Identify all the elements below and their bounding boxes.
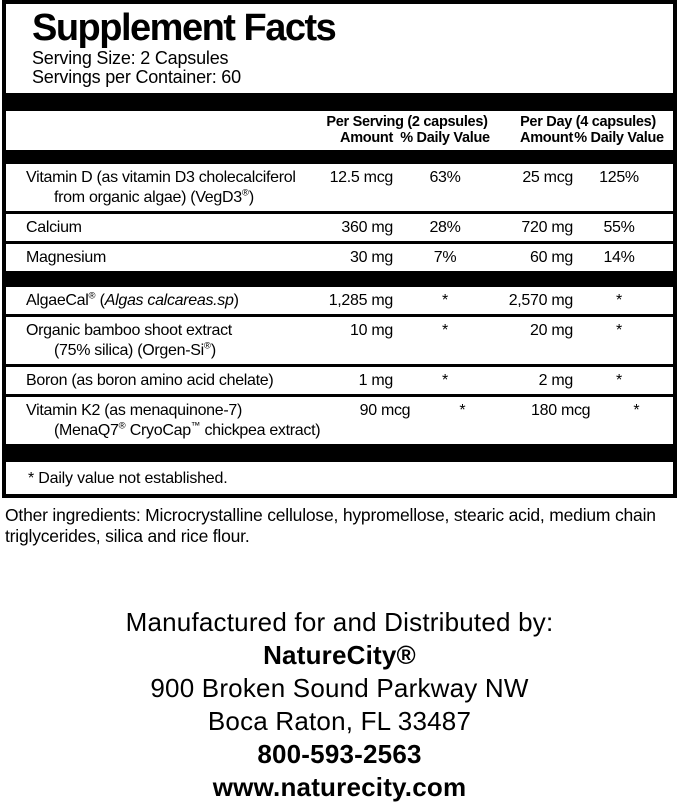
daily-value-per-day: *	[616, 372, 622, 389]
daily-value-per-day: *	[633, 402, 640, 419]
daily-value-per-day: 55%	[603, 219, 635, 236]
brand-name: NatureCity®	[263, 640, 416, 670]
ingredient-name: Magnesium	[26, 249, 107, 266]
daily-value-per-serving: *	[442, 292, 448, 309]
other-ingredients-text: Other ingredients: Microcrystalline cellulose, hypromellose, stearic acid, medium chain triglycerides, silica and rice flour.	[5, 505, 656, 546]
other-nutrients-table	[6, 287, 673, 444]
daily-value-per-serving: 63%	[429, 169, 461, 186]
amount-per-day: 720 mg	[521, 219, 573, 236]
amount-per-day: 180 mcg	[531, 402, 591, 419]
main-nutrients-table	[6, 164, 673, 271]
daily-value-per-day: 125%	[599, 169, 639, 186]
ingredient-name: Calcium	[26, 219, 82, 236]
phone-number: 800-593-2563	[257, 739, 422, 769]
daily-value-per-serving: 28%	[429, 219, 461, 236]
distributor-block	[0, 606, 679, 804]
column-headers	[6, 111, 673, 150]
supplement-facts-panel	[2, 0, 677, 498]
ingredient-row	[6, 314, 673, 364]
amount-per-day: 2,570 mg	[508, 292, 573, 309]
ingredient-row	[6, 241, 673, 271]
amount-per-serving: 1 mg	[358, 372, 393, 389]
amount-per-day: 2 mg	[538, 372, 573, 389]
ingredient-name: Organic bamboo shoot extract (75% silica) (Orgen-Si®)	[26, 322, 232, 359]
daily-value-per-day: *	[616, 322, 622, 339]
servings-per-container: Servings per Container: 60	[32, 67, 241, 87]
amount-per-day: 20 mg	[530, 322, 573, 339]
per-serving-group-header: Per Serving (2 capsules)	[326, 114, 488, 130]
daily-value-per-serving: *	[459, 402, 466, 419]
amount-per-day: 25 mcg	[522, 169, 573, 186]
distributor-heading: Manufactured for and Distributed by:	[125, 607, 554, 637]
website-url: www.naturecity.com	[212, 772, 467, 802]
amount-per-serving: 90 mcg	[359, 402, 411, 419]
ingredient-name: AlgaeCal® (Algas calcareas.sp)	[26, 290, 239, 309]
amount-per-serving: 12.5 mcg	[329, 169, 393, 186]
daily-value-footnote: * Daily value not established.	[28, 470, 228, 487]
daily-value-per-serving: *	[442, 372, 448, 389]
separator-bar-middle	[6, 271, 673, 287]
ingredient-name: Boron (as boron amino acid chelate)	[26, 372, 274, 389]
daily-value-per-day: *	[616, 292, 622, 309]
ingredient-row	[6, 394, 673, 444]
panel-header	[6, 4, 673, 93]
ingredient-row	[6, 211, 673, 241]
ingredient-name: Vitamin K2 (as menaquinone-7) (MenaQ7® CryoCap™ chickpea extract)	[26, 402, 321, 439]
panel-title: Supplement Facts	[32, 7, 336, 49]
separator-bar-bottom	[6, 444, 673, 462]
amount-per-serving: 30 mg	[350, 249, 393, 266]
ingredient-name: Vitamin D (as vitamin D3 cholecalciferol from organic algae) (VegD3®)	[26, 169, 296, 206]
address-line-2: Boca Raton, FL 33487	[207, 706, 472, 736]
amount-per-serving-header: Amount	[340, 130, 393, 146]
daily-value-per-serving: 7%	[433, 249, 457, 266]
daily-value-per-day-header: % Daily Value	[574, 130, 664, 146]
daily-value-per-serving-header: % Daily Value	[400, 130, 490, 146]
amount-per-serving: 10 mg	[350, 322, 393, 339]
daily-value-per-serving: *	[442, 322, 448, 339]
per-day-group-header: Per Day (4 capsules)	[520, 114, 656, 130]
amount-per-serving: 360 mg	[341, 219, 393, 236]
ingredient-row	[6, 164, 673, 211]
separator-bar-header	[6, 150, 673, 164]
address-line-1: 900 Broken Sound Parkway NW	[150, 673, 529, 703]
amount-per-day: 60 mg	[530, 249, 573, 266]
amount-per-day-header: Amount	[520, 130, 573, 146]
ingredient-row	[6, 287, 673, 314]
serving-size: Serving Size: 2 Capsules	[32, 48, 229, 68]
separator-bar-top	[6, 93, 673, 111]
amount-per-serving: 1,285 mg	[328, 292, 393, 309]
daily-value-per-day: 14%	[603, 249, 635, 266]
ingredient-row	[6, 364, 673, 394]
